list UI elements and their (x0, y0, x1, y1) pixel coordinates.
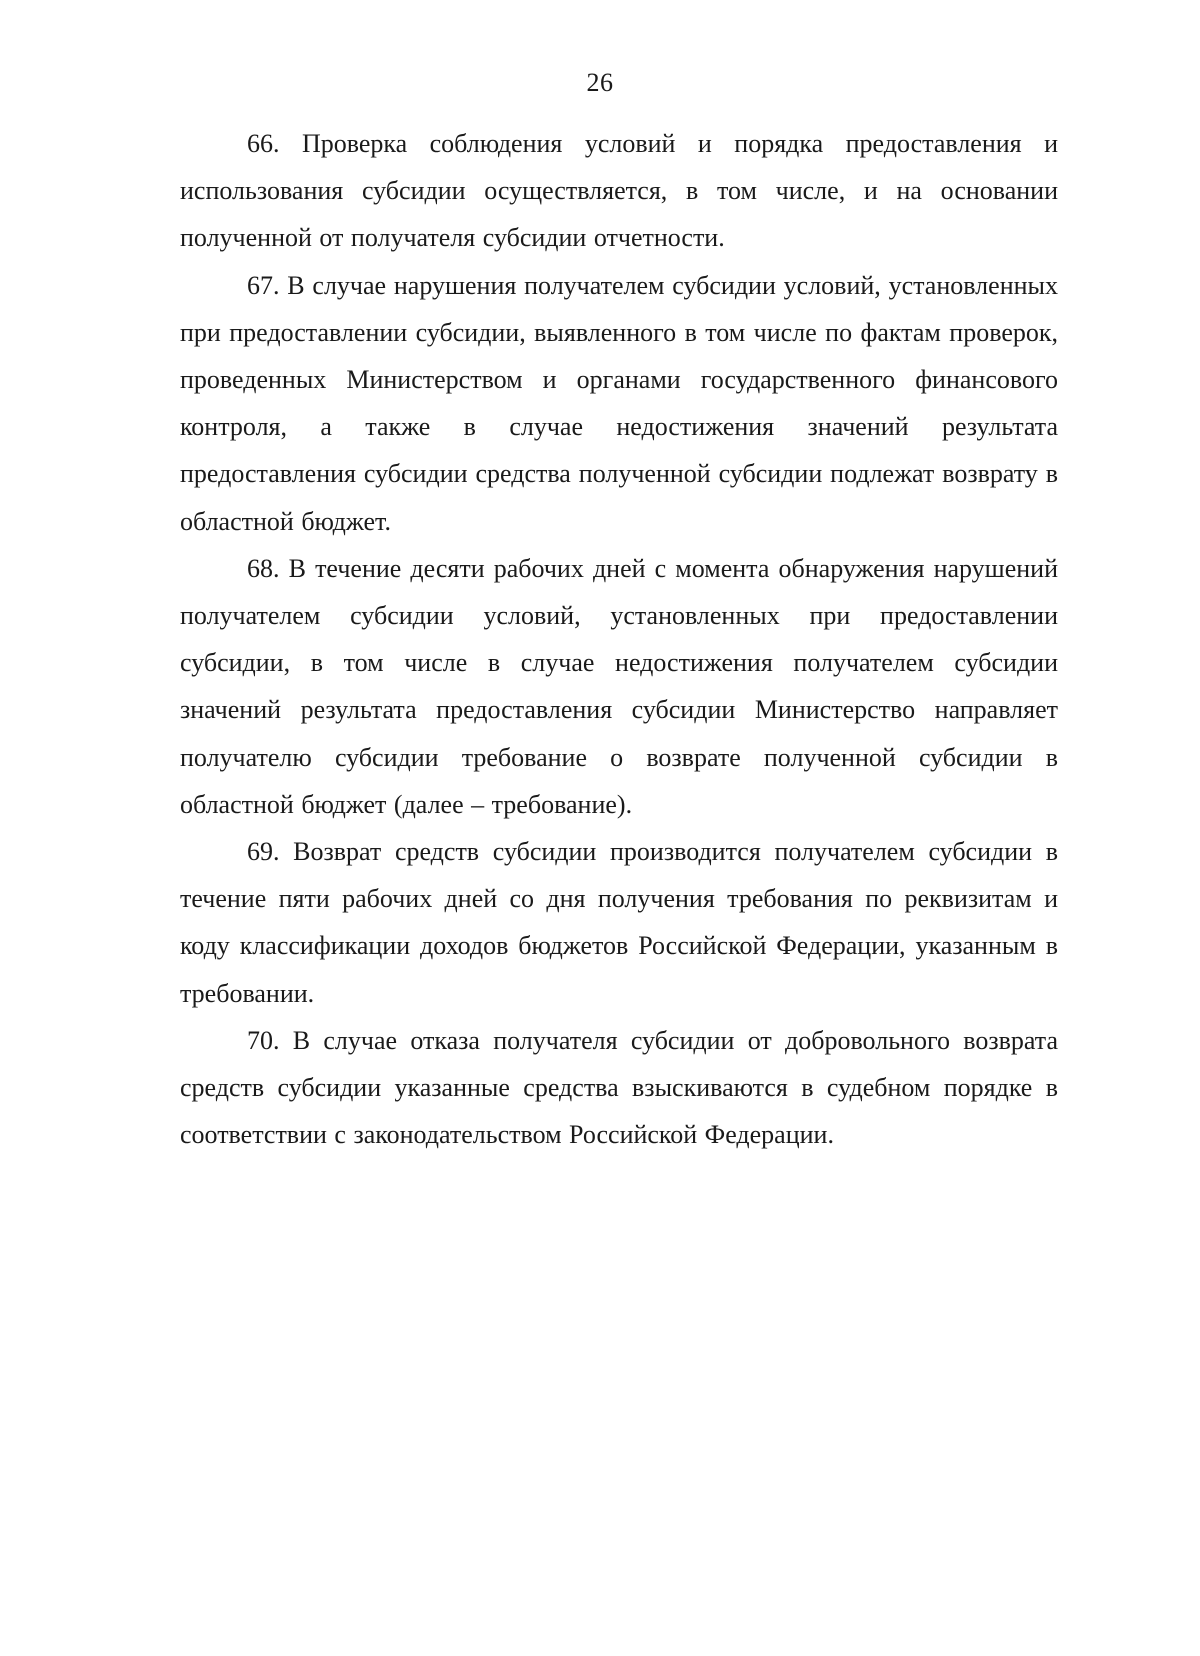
paragraph-67: 67. В случае нарушения получателем субсидии условий, установленных при предоставлении субсидии, выявленного в том числе по фактам проверок, проведенных Министерством и органами государственного финансового контроля, а также в случае недостижения значений результата предоставления субсидии средства полученной субсидии подлежат возврату в областной бюджет. (180, 270, 1058, 536)
document-body (180, 120, 1058, 1158)
paragraph-68: 68. В течение десяти рабочих дней с момента обнаружения нарушений получателем субсидии условий, установленных при предоставлении субсидии, в том числе в случае недостижения получателем субсидии значений результата предоставления субсидии Министерство направляет получателю субсидии требование о возврате полученной субсидии в областной бюджет (далее – требование). (180, 553, 1058, 819)
paragraph-66: 66. Проверка соблюдения условий и порядка предоставления и использования субсидии осуществляется, в том числе, и на основании полученной от получателя субсидии отчетности. (180, 129, 1058, 253)
paragraph-69: 69. Возврат средств субсидии производится получателем субсидии в течение пяти рабочих дней со дня получения требования по реквизитам и коду классификации доходов бюджетов Российской Федерации, указанным в требовании. (180, 837, 1058, 1008)
paragraph-70: 70. В случае отказа получателя субсидии от добровольного возврата средств субсидии указанные средства взыскиваются в судебном порядке в соответствии с законодательством Российской Федерации. (180, 1025, 1058, 1150)
page-number: 26 (586, 68, 614, 97)
